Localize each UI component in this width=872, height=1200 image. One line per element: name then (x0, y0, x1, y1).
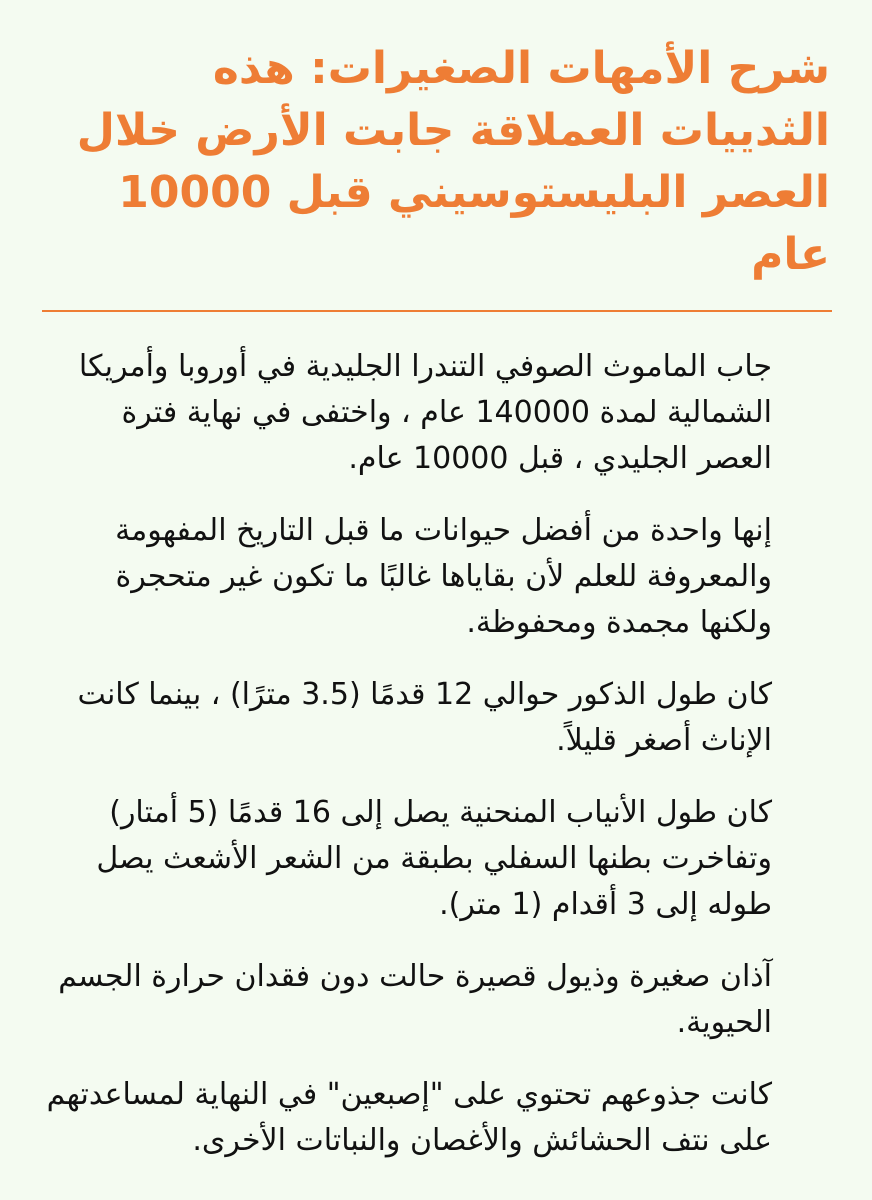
paragraph-2: إنها واحدة من أفضل حيوانات ما قبل التاريخ المفهومة والمعروفة للعلم لأن بقاياها غالبًا ما تكون غير متحجرة ولكنها مجمدة ومحفوظة. (115, 513, 772, 640)
paragraph-3: كان طول الذكور حوالي 12 قدمًا (3.5 مترًا) ، بينما كانت الإناث أصغر قليلاً. (77, 677, 772, 758)
paragraph-1: جاب الماموث الصوفي التندرا الجليدية في أوروبا وأمريكا الشمالية لمدة 140000 عام ، واختفى في نهاية فترة العصر الجليدي ، قبل 10000 عام. (78, 349, 772, 476)
article-title: شرح الأمهات الصغيرات: هذه الثدييات العملاقة جابت الأرض خلال العصر البليستوسيني قبل 10000 عام (76, 43, 830, 280)
paragraph-6: كانت جذوعهم تحتوي على "إصبعين" في النهاية لمساعدتهم على نتف الحشائش والأغصان والنباتات الأخرى. (46, 1077, 772, 1158)
title-divider (42, 310, 832, 312)
article-body (42, 344, 830, 1164)
paragraph-4: كان طول الأنياب المنحنية يصل إلى 16 قدمًا (5 أمتار) وتفاخرت بطنها السفلي بطبقة من الشعر الأشعث يصل طوله إلى 3 أقدام (1 متر). (96, 795, 772, 922)
paragraph-5: آذان صغيرة وذيول قصيرة حالت دون فقدان حرارة الجسم الحيوية. (58, 959, 772, 1040)
